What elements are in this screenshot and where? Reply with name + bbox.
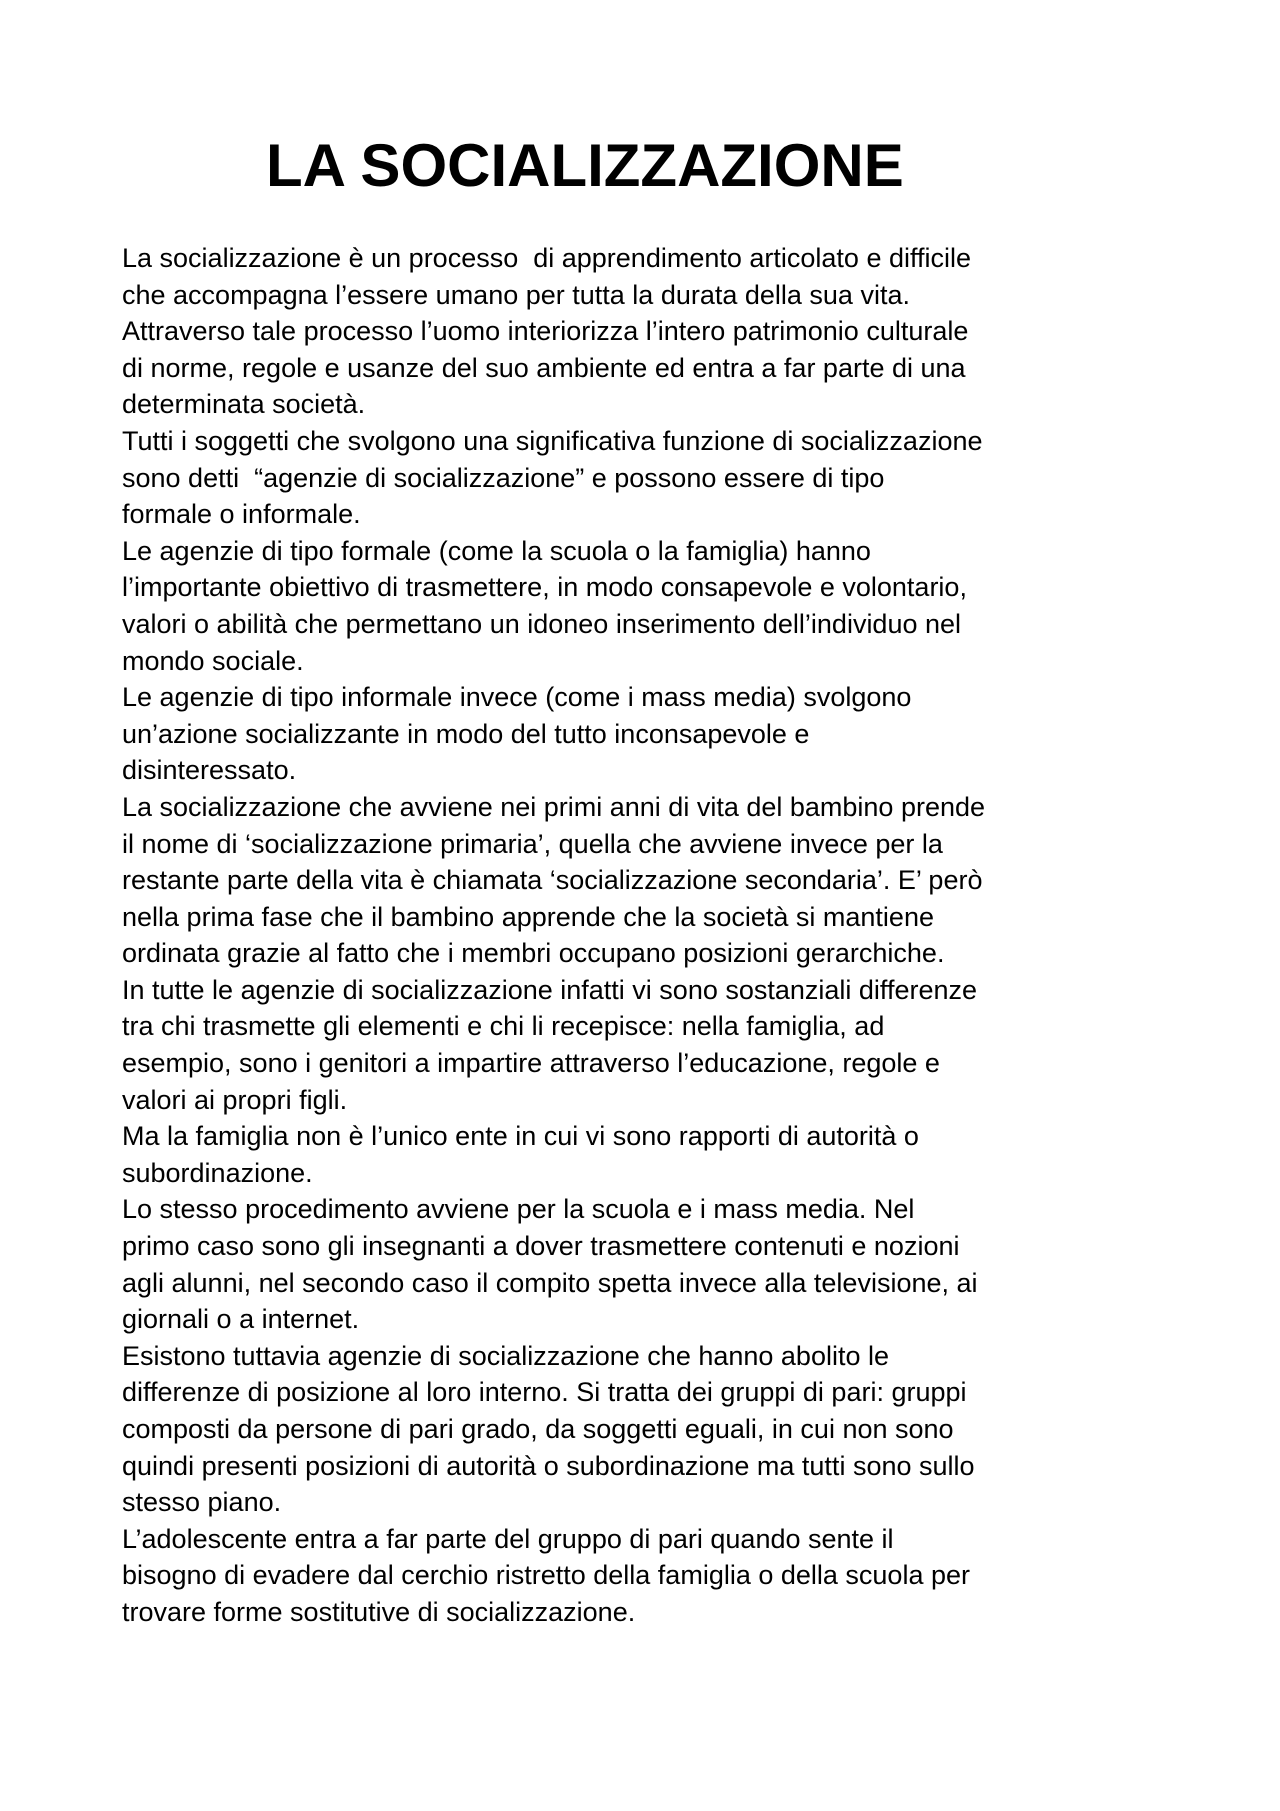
- text-line: di norme, regole e usanze del suo ambiente ed entra a far parte di una: [122, 352, 966, 383]
- text-line: subordinazione.: [122, 1157, 313, 1188]
- text-line: che accompagna l’essere umano per tutta la durata della sua vita.: [122, 279, 910, 310]
- text-line: bisogno di evadere dal cerchio ristretto della famiglia o della scuola per: [122, 1560, 970, 1591]
- text-line: restante parte della vita è chiamata ‘socializzazione secondaria’. E’ però: [122, 865, 983, 896]
- text-line: formale o informale.: [122, 499, 361, 530]
- text-line: L’adolescente entra a far parte del gruppo di pari quando sente il: [122, 1523, 894, 1554]
- page-title: LA SOCIALIZZAZIONE: [266, 132, 904, 199]
- text-line: agli alunni, nel secondo caso il compito spetta invece alla televisione, ai: [122, 1267, 978, 1298]
- text-line: sono detti “agenzie di socializzazione” e possono essere di tipo: [122, 462, 885, 493]
- text-line: tra chi trasmette gli elementi e chi li recepisce: nella famiglia, ad: [122, 1011, 885, 1042]
- text-line: stesso piano.: [122, 1487, 282, 1518]
- text-line: In tutte le agenzie di socializzazione infatti vi sono sostanziali differenze: [122, 974, 977, 1005]
- text-line: disinteressato.: [122, 755, 297, 786]
- text-line: differenze di posizione al loro interno. Si tratta dei gruppi di pari: gruppi: [122, 1377, 967, 1408]
- text-line: esempio, sono i genitori a impartire attraverso l’educazione, regole e: [122, 1048, 940, 1079]
- text-line: primo caso sono gli insegnanti a dover trasmettere contenuti e nozioni: [122, 1231, 960, 1262]
- text-line: valori ai propri figli.: [122, 1084, 348, 1115]
- text-line: mondo sociale.: [122, 645, 304, 676]
- text-line: La socializzazione che avviene nei primi anni di vita del bambino prende: [122, 791, 986, 822]
- text-line: Tutti i soggetti che svolgono una significativa funzione di socializzazione: [122, 425, 983, 456]
- text-line: trovare forme sostitutive di socializzazione.: [122, 1596, 636, 1627]
- text-line: l’importante obiettivo di trasmettere, in modo consapevole e volontario,: [122, 572, 967, 603]
- text-line: Ma la famiglia non è l’unico ente in cui vi sono rapporti di autorità o: [122, 1121, 919, 1152]
- text-line: Lo stesso procedimento avviene per la scuola e i mass media. Nel: [122, 1194, 915, 1225]
- text-line: Esistono tuttavia agenzie di socializzazione che hanno abolito le: [122, 1340, 889, 1371]
- text-line: composti da persone di pari grado, da soggetti eguali, in cui non sono: [122, 1414, 954, 1444]
- text-line: nella prima fase che il bambino apprende che la società si mantiene: [122, 901, 934, 932]
- text-line: ordinata grazie al fatto che i membri occupano posizioni gerarchiche.: [122, 938, 945, 969]
- text-line: determinata società.: [122, 389, 366, 420]
- text-line: Attraverso tale processo l’uomo interiorizza l’intero patrimonio culturale: [122, 316, 969, 347]
- text-line: Le agenzie di tipo informale invece (come i mass media) svolgono: [122, 682, 912, 713]
- text-line: un’azione socializzante in modo del tutto inconsapevole e: [122, 718, 810, 749]
- text-line: quindi presenti posizioni di autorità o subordinazione ma tutti sono sullo: [122, 1450, 975, 1481]
- text-line: La socializzazione è un processo di apprendimento articolato e difficile: [122, 243, 971, 273]
- text-line: valori o abilità che permettano un idoneo inserimento dell’individuo nel: [122, 608, 962, 639]
- text-line: il nome di ‘socializzazione primaria’, quella che avviene invece per la: [122, 828, 943, 859]
- text-line: Le agenzie di tipo formale (come la scuola o la famiglia) hanno: [122, 535, 871, 566]
- body-text: [122, 240, 1182, 1631]
- text-line: giornali o a internet.: [122, 1304, 360, 1335]
